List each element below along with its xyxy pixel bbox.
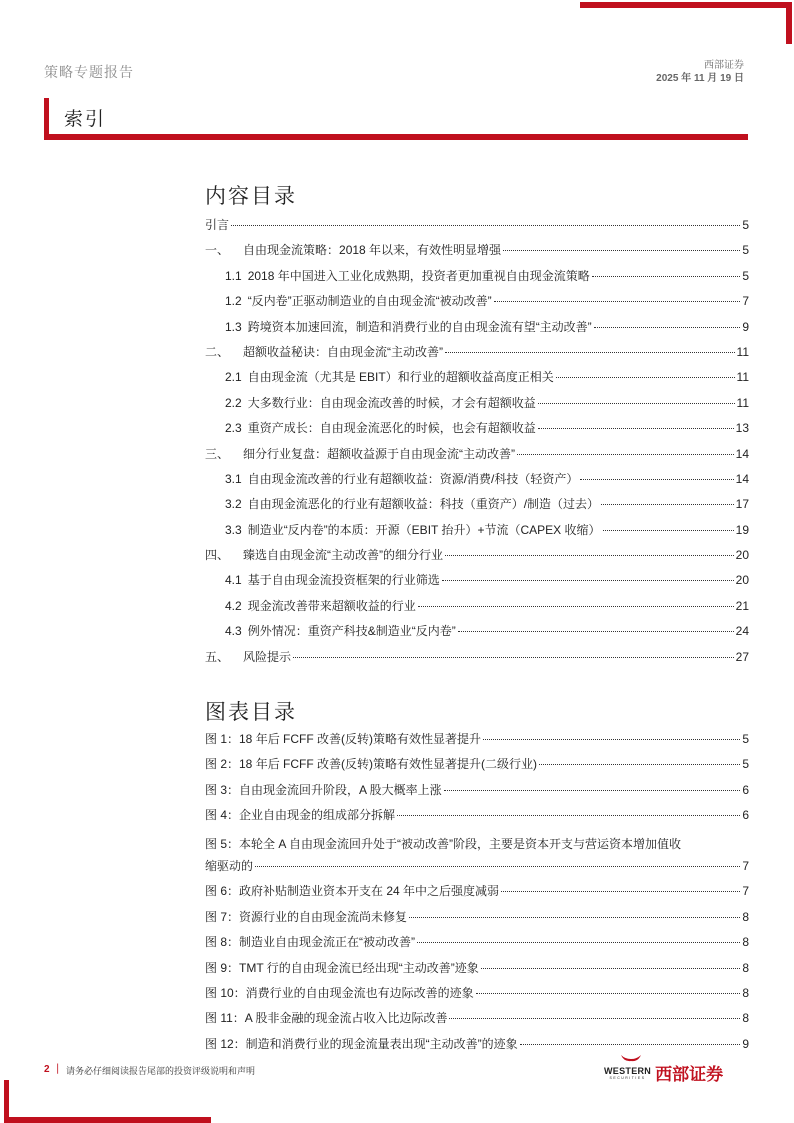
dot-leader [417, 942, 740, 943]
toc-section[interactable] [205, 648, 749, 673]
figure-label: 图 9：TMT 行的自由现金流已经出现“主动改善”迹象 [205, 960, 479, 975]
dot-leader [539, 764, 740, 765]
logo-cn: 西部证券 [655, 1065, 724, 1085]
figure-page-number: 7 [742, 884, 749, 899]
company-logo [604, 1060, 723, 1085]
page-number: 2 [44, 1064, 50, 1075]
toc-page-number: 20 [735, 573, 749, 588]
toc-number: 三、 [205, 446, 230, 461]
figure-label: 图 5：本轮全 A 自由现金流回升处于“被动改善”阶段，主要是资本开支与营运资本增加值收 [205, 836, 682, 851]
figure-entry[interactable] [205, 908, 749, 933]
figure-label: 图 11：A 股非金融的现金流占收入比边际改善 [205, 1011, 448, 1026]
dot-leader [556, 377, 735, 378]
dot-leader [520, 1044, 741, 1045]
toc-page-number: 7 [742, 294, 749, 309]
figure-page-number: 5 [742, 732, 749, 746]
toc-number: 1.1 [225, 268, 242, 283]
figure-page-number: 8 [742, 909, 749, 924]
figure-label: 图 6：政府补贴制造业资本开支在 24 年中之后强度减弱 [205, 884, 500, 899]
figure-label: 图 3：自由现金流回升阶段，A 股大概率上涨 [205, 782, 442, 797]
toc-subsection[interactable] [205, 470, 749, 495]
contents-title: 内容目录 [205, 184, 297, 208]
toc-number: 1.2 [225, 294, 242, 309]
dot-leader [538, 428, 734, 429]
dot-leader [449, 1018, 740, 1019]
dot-leader [594, 327, 741, 328]
dot-leader [458, 631, 734, 632]
toc-page-number: 14 [735, 446, 749, 461]
dot-leader [538, 403, 735, 404]
dot-leader [444, 790, 741, 791]
toc-number: 四、 [205, 548, 230, 563]
toc-page-number: 19 [735, 522, 749, 537]
figure-label: 图 10：消费行业的自由现金流也有边际改善的迹象 [205, 985, 474, 1000]
figure-entry[interactable] [205, 882, 749, 907]
toc-label: 大多数行业：自由现金流改善的时候，才会有超额收益 [247, 395, 536, 410]
dot-leader [603, 530, 734, 531]
top-corner-bar-vertical [786, 2, 792, 44]
figure-entry[interactable] [205, 781, 749, 806]
report-type: 策略专题报告 [44, 65, 134, 81]
figure-page-number: 7 [742, 858, 749, 873]
figure-label-continued-row [205, 857, 749, 882]
toc-number: 2.2 [225, 395, 242, 410]
figure-label: 图 8：制造业自由现金流正在“被动改善” [205, 935, 416, 950]
dot-leader [494, 301, 741, 302]
figure-page-number: 9 [742, 1036, 749, 1051]
dot-leader [445, 352, 735, 353]
toc-label: 自由现金流（尤其是 EBIT）和行业的超额收益高度正相关 [247, 370, 554, 385]
toc-subsection[interactable] [205, 495, 749, 520]
section-title: 索引 [64, 108, 107, 130]
toc-label: “反内卷”正驱动制造业的自由现金流“被动改善” [247, 294, 492, 309]
toc-number: 一、 [205, 243, 230, 258]
toc-label: 自由现金流恶化的行业有超额收益：科技（重资产）/制造（过去） [247, 497, 600, 512]
dot-leader [442, 580, 734, 581]
figure-label: 图 4：企业自由现金的组成部分拆解 [205, 808, 396, 823]
toc-page-number: 5 [742, 268, 749, 283]
toc-page-number: 20 [735, 548, 749, 563]
section-bar-bottom [44, 134, 748, 140]
dot-leader [418, 606, 734, 607]
toc-page-number: 11 [736, 370, 749, 385]
dot-leader [601, 504, 734, 505]
toc-subsection[interactable] [205, 292, 749, 317]
figures-title: 图表目录 [205, 700, 297, 724]
toc-label: 自由现金流策略：2018 年以来，有效性明显增强 [243, 243, 502, 258]
toc-number: 2.3 [225, 421, 242, 436]
dot-leader [580, 479, 733, 480]
toc-label: 基于自由现金流投资框架的行业筛选 [247, 573, 440, 588]
toc-label: 重资产成长：自由现金流恶化的时候，也会有超额收益 [247, 421, 536, 436]
toc-section[interactable] [205, 241, 749, 266]
figure-page-number: 5 [742, 757, 749, 772]
toc-section[interactable] [205, 546, 749, 571]
toc-label: 现金流改善带来超额收益的行业 [247, 598, 416, 613]
toc-number: 2.1 [225, 370, 242, 385]
bottom-corner-bar-vertical [4, 1080, 9, 1122]
dot-leader [501, 891, 740, 892]
toc-subsection[interactable] [205, 521, 749, 546]
dot-leader [293, 657, 734, 658]
dot-leader [481, 968, 741, 969]
bottom-corner-bar [4, 1117, 211, 1123]
toc-number: 4.1 [225, 573, 242, 588]
toc-label: 2018 年中国进入工业化成熟期，投资者更加重视自由现金流策略 [247, 268, 590, 283]
figure-entry[interactable] [205, 933, 749, 958]
toc-page-number: 11 [736, 344, 749, 359]
toc-page-number: 11 [736, 395, 749, 410]
toc-page-number: 27 [735, 649, 749, 664]
figure-page-number: 8 [742, 985, 749, 1000]
toc-label: 例外情况：重资产科技&制造业“反内卷” [247, 624, 456, 639]
toc-section[interactable] [205, 445, 749, 470]
dot-leader [231, 225, 740, 226]
figure-page-number: 8 [742, 935, 749, 950]
toc-page-number: 5 [742, 243, 749, 258]
toc-label: 超额收益秘诀：自由现金流“主动改善” [243, 344, 444, 359]
toc-label: 臻选自由现金流“主动改善”的细分行业 [243, 548, 444, 563]
report-date: 2025 年 11 月 19 日 [656, 73, 744, 84]
figure-entry[interactable] [205, 755, 749, 780]
toc-label: 自由现金流改善的行业有超额收益：资源/消费/科技（轻资产） [247, 471, 579, 486]
figure-label: 图 7：资源行业的自由现金流尚未修复 [205, 909, 408, 924]
figure-label-continued: 缩驱动的 [205, 858, 254, 873]
dot-leader [409, 917, 740, 918]
toc-subsection[interactable] [205, 368, 749, 393]
figure-label: 图 2：18 年后 FCFF 改善(反转)策略有效性显著提升(二级行业) [205, 757, 537, 772]
toc-subsection[interactable] [205, 597, 749, 622]
toc-number: 引言 [205, 218, 230, 232]
toc-number: 1.3 [225, 319, 242, 334]
footer-disclaimer: 请务必仔细阅读报告尾部的投资评级说明和声明 [66, 1067, 256, 1077]
toc-subsection[interactable] [205, 622, 749, 647]
dot-leader [255, 866, 740, 867]
toc-page-number: 24 [735, 624, 749, 639]
toc-number: 4.2 [225, 598, 242, 613]
toc-section[interactable] [205, 216, 749, 241]
figure-entry[interactable] [205, 1009, 749, 1034]
toc-number: 3.2 [225, 497, 242, 512]
figure-page-number: 6 [742, 808, 749, 823]
toc-subsection[interactable] [205, 394, 749, 419]
logo-en-sub: SECURITIES [609, 1075, 646, 1080]
dot-leader [397, 815, 740, 816]
toc-page-number: 13 [735, 421, 749, 436]
toc-label: 制造业“反内卷”的本质：开源（EBIT 抬升）+节流（CAPEX 收缩） [247, 522, 601, 537]
broker-name: 西部证券 [704, 60, 744, 71]
logo-en: WESTERN [604, 1065, 652, 1076]
figures-list [205, 730, 749, 1060]
figure-page-number: 8 [742, 960, 749, 975]
toc-subsection[interactable] [205, 419, 749, 444]
toc-number: 3.3 [225, 522, 242, 537]
top-corner-bar [580, 2, 792, 8]
figure-entry[interactable] [205, 832, 749, 883]
toc-page-number: 17 [735, 497, 749, 512]
dot-leader [517, 454, 734, 455]
figure-label: 图 1：18 年后 FCFF 改善(反转)策略有效性显著提升 [205, 732, 482, 746]
toc-section[interactable] [205, 343, 749, 368]
footer-separator: | [56, 1063, 60, 1074]
toc-label: 跨境资本加速回流，制造和消费行业的自由现金流有望“主动改善” [247, 319, 592, 334]
figure-entry[interactable] [205, 730, 749, 755]
toc-label: 风险提示 [243, 649, 292, 664]
toc-page-number: 21 [735, 598, 749, 613]
dot-leader [483, 739, 740, 740]
figure-entry[interactable] [205, 959, 749, 984]
figure-page-number: 6 [742, 782, 749, 797]
toc-subsection[interactable] [205, 571, 749, 596]
figure-entry[interactable] [205, 1035, 749, 1060]
toc-number: 二、 [205, 344, 230, 359]
toc-page-number: 9 [742, 319, 749, 334]
dot-leader [445, 555, 734, 556]
toc-subsection[interactable] [205, 267, 749, 292]
toc-subsection[interactable] [205, 318, 749, 343]
figure-page-number: 8 [742, 1011, 749, 1026]
toc-number: 五、 [205, 649, 230, 664]
toc-number: 3.1 [225, 471, 242, 486]
logo-western [604, 1066, 651, 1080]
dot-leader [503, 250, 740, 251]
toc-label: 细分行业复盘：超额收益源于自由现金流“主动改善” [243, 446, 516, 461]
figure-entry[interactable] [205, 984, 749, 1009]
toc-page-number: 5 [742, 218, 749, 232]
toc-page-number: 14 [735, 471, 749, 486]
figure-label: 图 12：制造和消费行业的现金流量表出现“主动改善”的迹象 [205, 1036, 518, 1051]
dot-leader [592, 276, 741, 277]
toc-number: 4.3 [225, 624, 242, 639]
contents-list [205, 216, 749, 673]
dot-leader [476, 993, 741, 994]
figure-entry[interactable] [205, 806, 749, 831]
